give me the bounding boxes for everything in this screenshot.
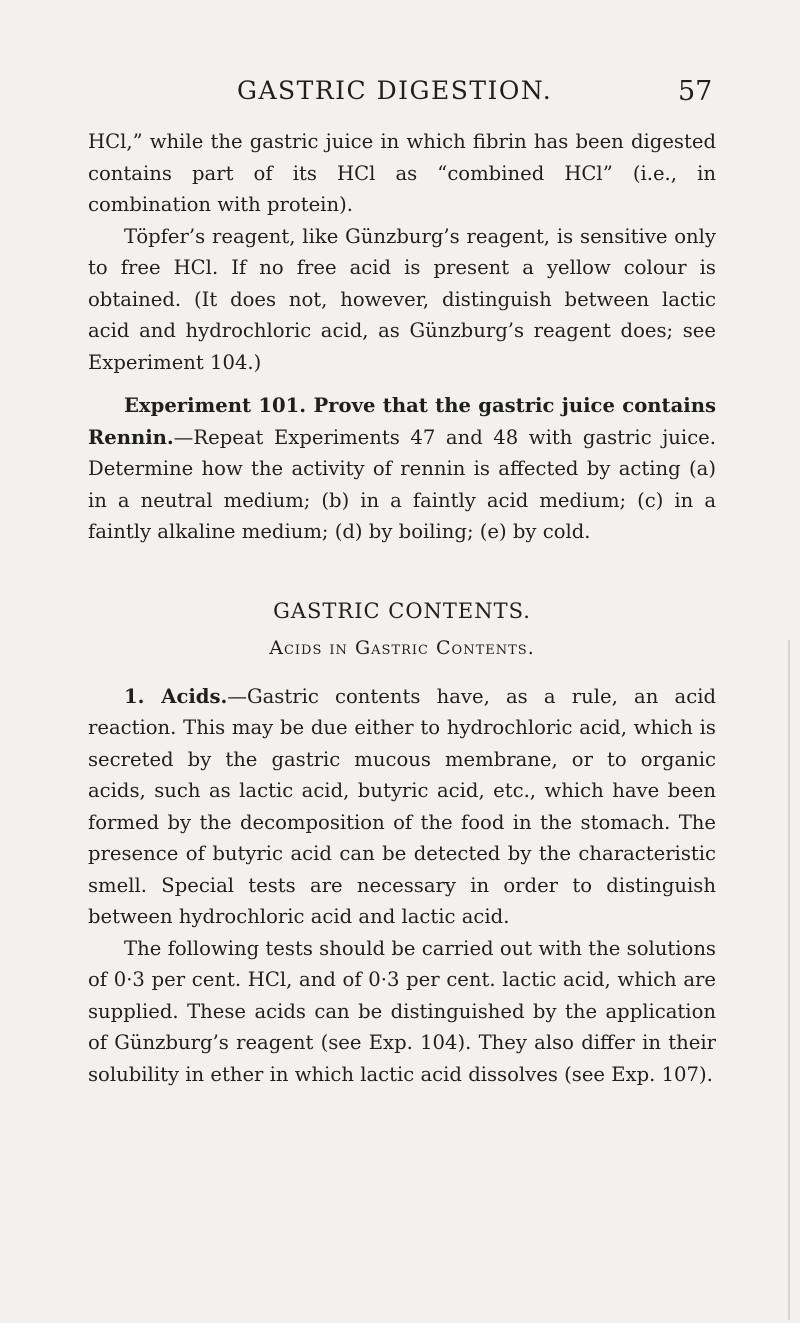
- paragraph-following-tests: The following tests should be carried out with the solutions of 0·3 per cent. HCl, and of 0·3 per cent. lactic acid, which are supplied. These acids can be distinguished by the application of Günzburg’s reagent (see Exp. 104). They also differ in their solubility in ether in which lactic acid dissolves (see Exp. 107).: [88, 936, 716, 1086]
- paragraph-hcl-continuation: HCl,” while the gastric juice in which fibrin has been digested contains part of its HCl as “combined HCl” (i.e., in combination with protein).: [88, 130, 716, 216]
- page-edge-shadow: [788, 640, 790, 1320]
- paragraph-topfer-reagent: Töpfer’s reagent, like Günzburg’s reagent, is sensitive only to free HCl. If no free acid is present a yellow colour is obtained. (It does not, however, distinguish between lactic acid and hydrochloric acid, as Günzburg’s reagent does; see Experiment 104.): [88, 224, 716, 374]
- acids-body: —Gastric contents have, as a rule, an acid reaction. This may be due either to hydrochloric acid, which is secreted by the gastric mucous membrane, or to organic acids, such as lactic acid, butyric acid, etc., which have been formed by the decomposition of the food in the stomach. The presence of butyric acid can be detected by the characteristic smell. Special tests are necessary in order to distinguish between hydrochloric acid and lactic acid.: [88, 684, 717, 928]
- running-head: [0, 76, 800, 116]
- acids-heading: 1. Acids.: [124, 684, 228, 708]
- acids-paragraph: [88, 681, 716, 933]
- running-title: GASTRIC DIGESTION.: [237, 76, 553, 105]
- subsection-title: Acids in Gastric Contents.: [269, 637, 535, 659]
- experiment-101-heading: Experiment 101. Prove that the gastric juice contains Rennin.: [88, 394, 716, 449]
- experiment-101-body: —Repeat Experiments 47 and 48 with gastric juice. Determine how the activity of rennin is affected by acting (a) in a neutral medium; (b) in a faintly acid medium; (c) in a faintly alkaline medium; (d) by boiling; (e) by cold.: [88, 425, 716, 543]
- page-number: 57: [678, 76, 713, 107]
- page-body: [88, 126, 716, 1090]
- experiment-101-paragraph: [88, 390, 716, 548]
- section-title: GASTRIC CONTENTS.: [273, 598, 531, 623]
